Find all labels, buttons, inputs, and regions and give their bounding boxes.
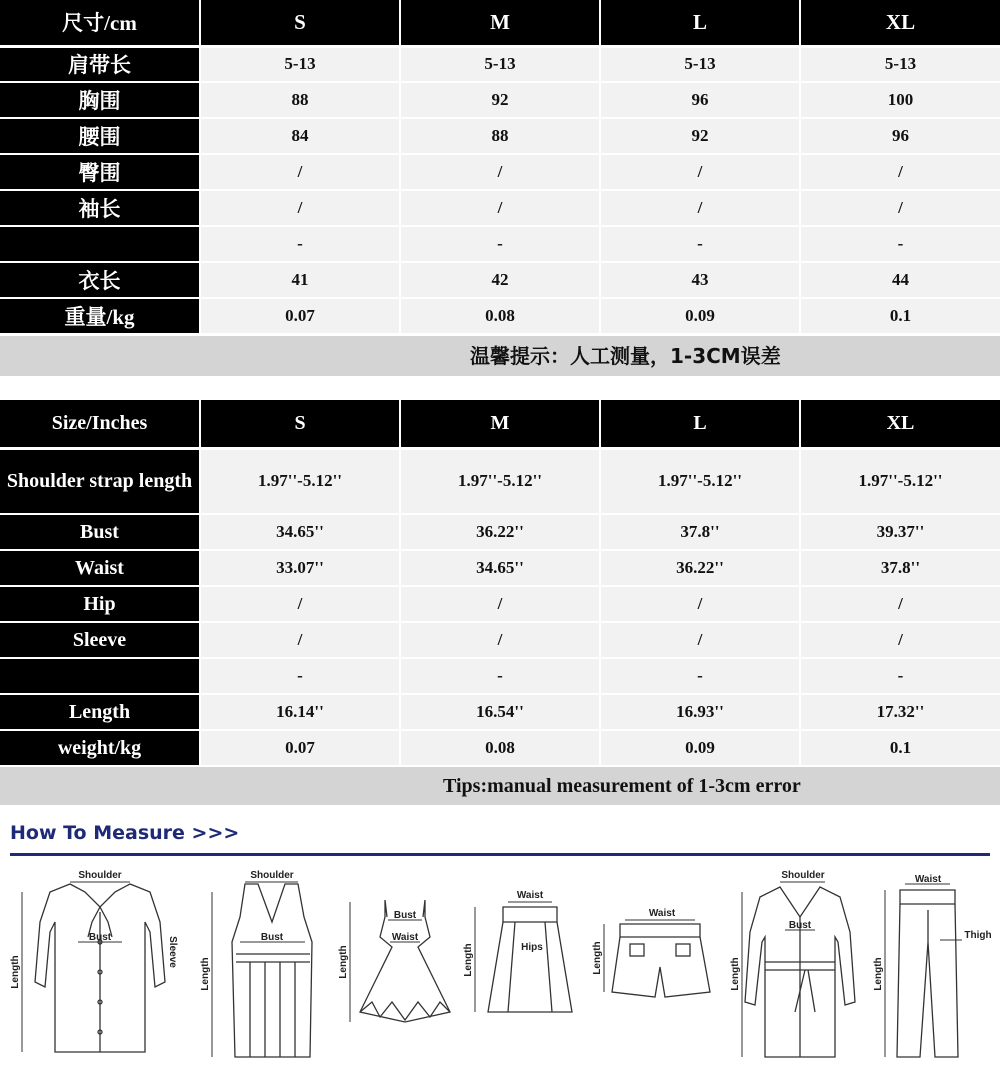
- inch-header-row: [0, 400, 1000, 448]
- title-underline: [10, 853, 990, 856]
- cm-cell: 41: [200, 262, 400, 298]
- inch-cell: 16.93'': [600, 694, 800, 730]
- inch-cell: /: [800, 586, 1000, 622]
- cm-header-size: XL: [800, 0, 1000, 46]
- size-table-cm: [0, 0, 1000, 335]
- cm-cell: /: [200, 190, 400, 226]
- inch-cell: 34.65'': [200, 514, 400, 550]
- inch-cell: /: [400, 622, 600, 658]
- inch-cell: 16.54'': [400, 694, 600, 730]
- cm-cell: 0.07: [200, 298, 400, 334]
- inch-header-size: M: [400, 400, 600, 448]
- cm-row: [0, 82, 1000, 118]
- cm-row: [0, 190, 1000, 226]
- inch-cell: -: [800, 658, 1000, 694]
- cm-cell: /: [400, 154, 600, 190]
- cm-cell: 5-13: [400, 46, 600, 82]
- cm-row-label: 重量/kg: [0, 298, 200, 334]
- inch-header-size: S: [200, 400, 400, 448]
- inch-cell: 36.22'': [400, 514, 600, 550]
- inch-cell: /: [200, 622, 400, 658]
- coat-length-label: Length: [730, 957, 741, 991]
- cm-cell: 42: [400, 262, 600, 298]
- cm-cell: -: [200, 226, 400, 262]
- cm-row-label: 肩带长: [0, 46, 200, 82]
- cm-cell: /: [600, 154, 800, 190]
- inch-cell: /: [600, 586, 800, 622]
- inch-cell: 36.22'': [600, 550, 800, 586]
- cm-cell: 44: [800, 262, 1000, 298]
- blouse-bust-label: Bust: [88, 932, 112, 943]
- cm-row: [0, 118, 1000, 154]
- skirt-figure: [488, 907, 572, 1012]
- cm-cell: -: [400, 226, 600, 262]
- dress-length-label: Length: [338, 945, 349, 979]
- cm-header-unit: 尺寸/cm: [0, 0, 200, 46]
- cm-row-label: 胸围: [0, 82, 200, 118]
- inch-cell: 0.08: [400, 730, 600, 766]
- inch-cell: 33.07'': [200, 550, 400, 586]
- cm-cell: /: [200, 154, 400, 190]
- inch-row: [0, 448, 1000, 514]
- inch-cell: /: [200, 586, 400, 622]
- inch-cell: 1.97''-5.12'': [200, 448, 400, 514]
- inch-cell: 0.07: [200, 730, 400, 766]
- cm-row-label: 腰围: [0, 118, 200, 154]
- size-table-inches: [0, 400, 1000, 767]
- cm-cell: 43: [600, 262, 800, 298]
- inch-row-label: Sleeve: [0, 622, 200, 658]
- inch-cell: 1.97''-5.12'': [800, 448, 1000, 514]
- cm-cell: 84: [200, 118, 400, 154]
- coat-shoulder-label: Shoulder: [781, 870, 825, 881]
- cm-header-size: S: [200, 0, 400, 46]
- skirt-hips-label: Hips: [521, 942, 543, 953]
- tank-top-length-label: Length: [200, 957, 211, 991]
- cm-row-label: 臀围: [0, 154, 200, 190]
- dress-bust-label: Bust: [393, 910, 417, 921]
- inch-row-label: Hip: [0, 586, 200, 622]
- inch-cell: 17.32'': [800, 694, 1000, 730]
- inch-header-unit: Size/Inches: [0, 400, 200, 448]
- cm-row: [0, 154, 1000, 190]
- dress-waist-label: Waist: [391, 932, 419, 943]
- inch-cell: 1.97''-5.12'': [600, 448, 800, 514]
- cm-cell: 5-13: [800, 46, 1000, 82]
- coat-figure: [745, 887, 855, 1057]
- cm-cell: 96: [600, 82, 800, 118]
- measure-figures: [0, 862, 1000, 1068]
- inch-cell: 1.97''-5.12'': [400, 448, 600, 514]
- cm-header-size: M: [400, 0, 600, 46]
- inch-row-label: Bust: [0, 514, 200, 550]
- pants-figure: [897, 890, 958, 1057]
- coat-bust-label: Bust: [788, 920, 812, 931]
- pants-waist-label: Waist: [914, 874, 942, 885]
- inch-cell: 16.14'': [200, 694, 400, 730]
- inch-cell: 0.1: [800, 730, 1000, 766]
- inch-row: [0, 622, 1000, 658]
- inch-row-label: Shoulder strap length: [0, 448, 200, 514]
- cm-cell: 0.08: [400, 298, 600, 334]
- cm-row-label: 衣长: [0, 262, 200, 298]
- cm-cell: /: [800, 154, 1000, 190]
- cm-row: [0, 46, 1000, 82]
- inch-row: [0, 694, 1000, 730]
- cm-cell: 0.1: [800, 298, 1000, 334]
- cm-row-label: [0, 226, 200, 262]
- cm-cell: -: [600, 226, 800, 262]
- blouse-figure: [35, 884, 165, 1052]
- cm-cell: 0.09: [600, 298, 800, 334]
- cm-header-size: L: [600, 0, 800, 46]
- blouse-shoulder-label: Shoulder: [78, 870, 122, 881]
- pants-length-label: Length: [873, 957, 884, 991]
- inch-cell: 37.8'': [800, 550, 1000, 586]
- inch-row: [0, 730, 1000, 766]
- inch-cell: /: [600, 622, 800, 658]
- inch-header-size: L: [600, 400, 800, 448]
- cm-cell: /: [400, 190, 600, 226]
- cm-row-label: 袖长: [0, 190, 200, 226]
- cm-row: [0, 298, 1000, 334]
- cm-cell: 5-13: [200, 46, 400, 82]
- tank-top-shoulder-label: Shoulder: [250, 870, 294, 881]
- inch-row: [0, 550, 1000, 586]
- inch-row: [0, 514, 1000, 550]
- inch-row-label: weight/kg: [0, 730, 200, 766]
- cm-row: [0, 226, 1000, 262]
- inch-row-label: [0, 658, 200, 694]
- cm-cell: 92: [400, 82, 600, 118]
- inch-cell: -: [200, 658, 400, 694]
- blouse-length-label: Length: [10, 955, 21, 989]
- cm-cell: /: [600, 190, 800, 226]
- cm-cell: /: [800, 190, 1000, 226]
- blouse-sleeve-label: Sleeve: [167, 936, 178, 968]
- inch-cell: 0.09: [600, 730, 800, 766]
- inch-cell: -: [400, 658, 600, 694]
- inch-cell: /: [800, 622, 1000, 658]
- inch-header-size: XL: [800, 400, 1000, 448]
- cm-row: [0, 262, 1000, 298]
- shorts-figure: [612, 924, 710, 997]
- cm-cell: 96: [800, 118, 1000, 154]
- pants-thigh-label: Thigh: [964, 930, 992, 941]
- tip-inches: Tips:manual measurement of 1-3cm error: [0, 767, 1000, 805]
- tip-cm: 温馨提示：人工测量，1-3CM误差: [0, 336, 1000, 376]
- skirt-length-label: Length: [463, 943, 474, 977]
- inch-row-label: Length: [0, 694, 200, 730]
- inch-cell: /: [400, 586, 600, 622]
- cm-cell: 5-13: [600, 46, 800, 82]
- skirt-waist-label: Waist: [516, 890, 544, 901]
- inch-row: [0, 586, 1000, 622]
- cm-cell: 88: [400, 118, 600, 154]
- cm-cell: 92: [600, 118, 800, 154]
- cm-cell: 88: [200, 82, 400, 118]
- tank-top-figure: [232, 884, 312, 1057]
- cm-cell: 100: [800, 82, 1000, 118]
- inch-cell: -: [600, 658, 800, 694]
- shorts-waist-label: Waist: [648, 908, 676, 919]
- inch-row-label: Waist: [0, 550, 200, 586]
- how-to-measure-title: How To Measure >>>: [10, 822, 240, 844]
- shorts-length-label: Length: [592, 941, 603, 975]
- inch-cell: 39.37'': [800, 514, 1000, 550]
- cm-cell: -: [800, 226, 1000, 262]
- cm-header-row: [0, 0, 1000, 46]
- inch-row: [0, 658, 1000, 694]
- tank-top-bust-label: Bust: [260, 932, 284, 943]
- inch-cell: 37.8'': [600, 514, 800, 550]
- inch-cell: 34.65'': [400, 550, 600, 586]
